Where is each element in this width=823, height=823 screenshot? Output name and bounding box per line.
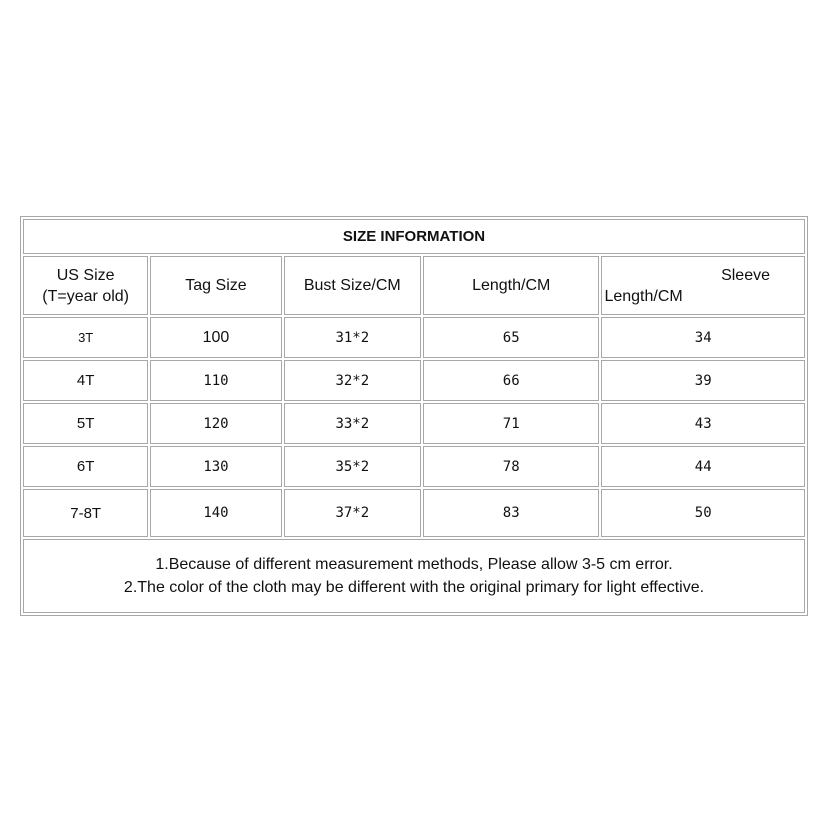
table-title: SIZE INFORMATION <box>23 219 805 254</box>
note-line: 2.The color of the cloth may be different with the original primary for light effective. <box>123 579 705 596</box>
cell-tag-size: 130 <box>150 446 281 487</box>
table-row <box>23 489 805 537</box>
table-row <box>23 317 805 358</box>
table-title-row <box>23 219 805 254</box>
table-row <box>23 403 805 444</box>
cell-length: 66 <box>423 360 599 401</box>
header-us-size <box>23 256 148 315</box>
header-bust-size: Bust Size/CM <box>284 256 421 315</box>
cell-length: 78 <box>423 446 599 487</box>
header-sleeve-line1: Sleeve <box>721 266 770 284</box>
cell-us-size: 7-8T <box>23 489 148 537</box>
size-information-table <box>20 216 808 616</box>
notes-cell <box>23 539 805 613</box>
header-sleeve-line2: Length/CM <box>604 287 683 305</box>
cell-bust: 31*2 <box>284 317 421 358</box>
header-length: Length/CM <box>423 256 599 315</box>
cell-us-size: 3T <box>23 317 148 358</box>
cell-us-size: 4T <box>23 360 148 401</box>
cell-sleeve: 34 <box>601 317 805 358</box>
cell-sleeve: 50 <box>601 489 805 537</box>
header-sleeve-length <box>601 256 805 315</box>
note-line: 1.Because of different measurement methods, Please allow 3-5 cm error. <box>155 556 673 573</box>
header-tag-size: Tag Size <box>150 256 281 315</box>
cell-length: 83 <box>423 489 599 537</box>
cell-tag-size: 140 <box>150 489 281 537</box>
cell-sleeve: 44 <box>601 446 805 487</box>
cell-tag-size: 120 <box>150 403 281 444</box>
cell-sleeve: 39 <box>601 360 805 401</box>
cell-tag-size: 100 <box>150 317 281 358</box>
table-row <box>23 446 805 487</box>
table-row <box>23 360 805 401</box>
cell-length: 65 <box>423 317 599 358</box>
cell-bust: 35*2 <box>284 446 421 487</box>
cell-bust: 37*2 <box>284 489 421 537</box>
cell-bust: 33*2 <box>284 403 421 444</box>
cell-us-size: 5T <box>23 403 148 444</box>
header-us-size-line1: US Size <box>56 266 115 284</box>
cell-tag-size: 110 <box>150 360 281 401</box>
header-us-size-line2: (T=year old) <box>42 287 129 305</box>
cell-us-size: 6T <box>23 446 148 487</box>
cell-sleeve: 43 <box>601 403 805 444</box>
table-header-row <box>23 256 805 315</box>
cell-length: 71 <box>423 403 599 444</box>
cell-bust: 32*2 <box>284 360 421 401</box>
notes-row <box>23 539 805 613</box>
